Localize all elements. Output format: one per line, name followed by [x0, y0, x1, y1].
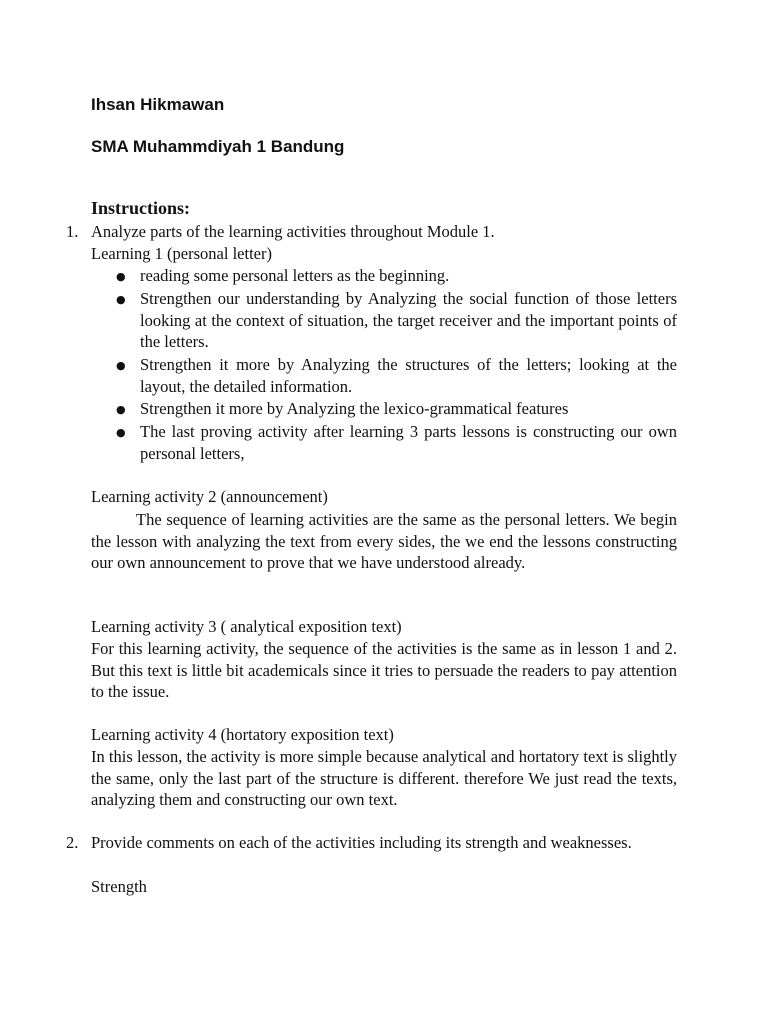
- strength-label: Strength: [91, 877, 147, 896]
- document-page: Ihsan Hikmawan SMA Muhammdiyah 1 Bandung Instructions: 1. Analyze parts of the learning activities throughout Module 1. Learning 1 (personal letter) ● reading some personal letters as the beginning. ● Strengthen our understanding by Analyzing the social function of those letters looking at the context of situation, the target receiver and the important points of the letters. ● Strengthen it more by Analyzing the structures of the letters; looking at the layout, the detailed information. ● Strengthen it more by Analyzing the lexico-grammatical features ● The last proving activity after learning 3 parts lessons is constructing our own personal letters, Learning activity 2 (announcement) The sequence of learning activities are the same as the personal letters. We begin the lesson with analyzing the text from every sides, the we end the lessons constructing our own announcement to prove that we have understood already. Learning activity 3 ( analytical exposition text) For this learning activity, the sequence of the activities is the same as in lesson 1 and 2. But this text is little bit academicals since it tries to persuade the readers to pay attention to the issue. Learning activity 4 (hortatory exposition text) In this lesson, the activity is more simple because analytical and hortatory text is slightly the same, only the last part of the structure is different. therefore We just read the texts, analyzing them and constructing our own text. 2. Provide comments on each of the activities including its strength and weaknesses. Strength: [66, 95, 677, 896]
- author-name: Ihsan Hikmawan: [91, 95, 225, 114]
- item-1-text: Analyze parts of the learning activities throughout Module 1.: [91, 222, 495, 241]
- bullet-icon: ●: [116, 426, 126, 439]
- item-number: 2.: [66, 833, 79, 852]
- school-name: SMA Muhammdiyah 1 Bandung: [91, 137, 345, 156]
- bullet-icon: ●: [116, 403, 126, 416]
- activity-4-text: In this lesson, the activity is more simple because analytical and hortatory text is slightly the same, only the last part of the structure is different. therefore We just read the texts, analyzing them and constructing our own text.: [91, 747, 677, 809]
- bullet-icon: ●: [116, 293, 126, 306]
- activity-4-title: Learning activity 4 (hortatory exposition text): [91, 725, 394, 744]
- item-2-text: Provide comments on each of the activities including its strength and weaknesses.: [91, 833, 632, 852]
- learning-1-title: Learning 1 (personal letter): [91, 244, 272, 263]
- activity-2-text: The sequence of learning activities are the same as the personal letters. We begin the lesson with analyzing the text from every sides, the we end the lessons constructing our own announcement to prove that we have understood already.: [91, 510, 677, 572]
- activity-2-title: Learning activity 2 (announcement): [91, 487, 328, 506]
- activity-3-text: For this learning activity, the sequence of the activities is the same as in lesson 1 and 2. But this text is little bit academicals since it tries to persuade the readers to pay attention to the issue.: [91, 639, 677, 701]
- instructions-heading: Instructions:: [91, 198, 191, 218]
- item-number: 1.: [66, 222, 79, 241]
- activity-3-title: Learning activity 3 ( analytical exposition text): [91, 617, 402, 636]
- bullet-icon: ●: [116, 359, 126, 372]
- bullet-icon: ●: [116, 270, 126, 283]
